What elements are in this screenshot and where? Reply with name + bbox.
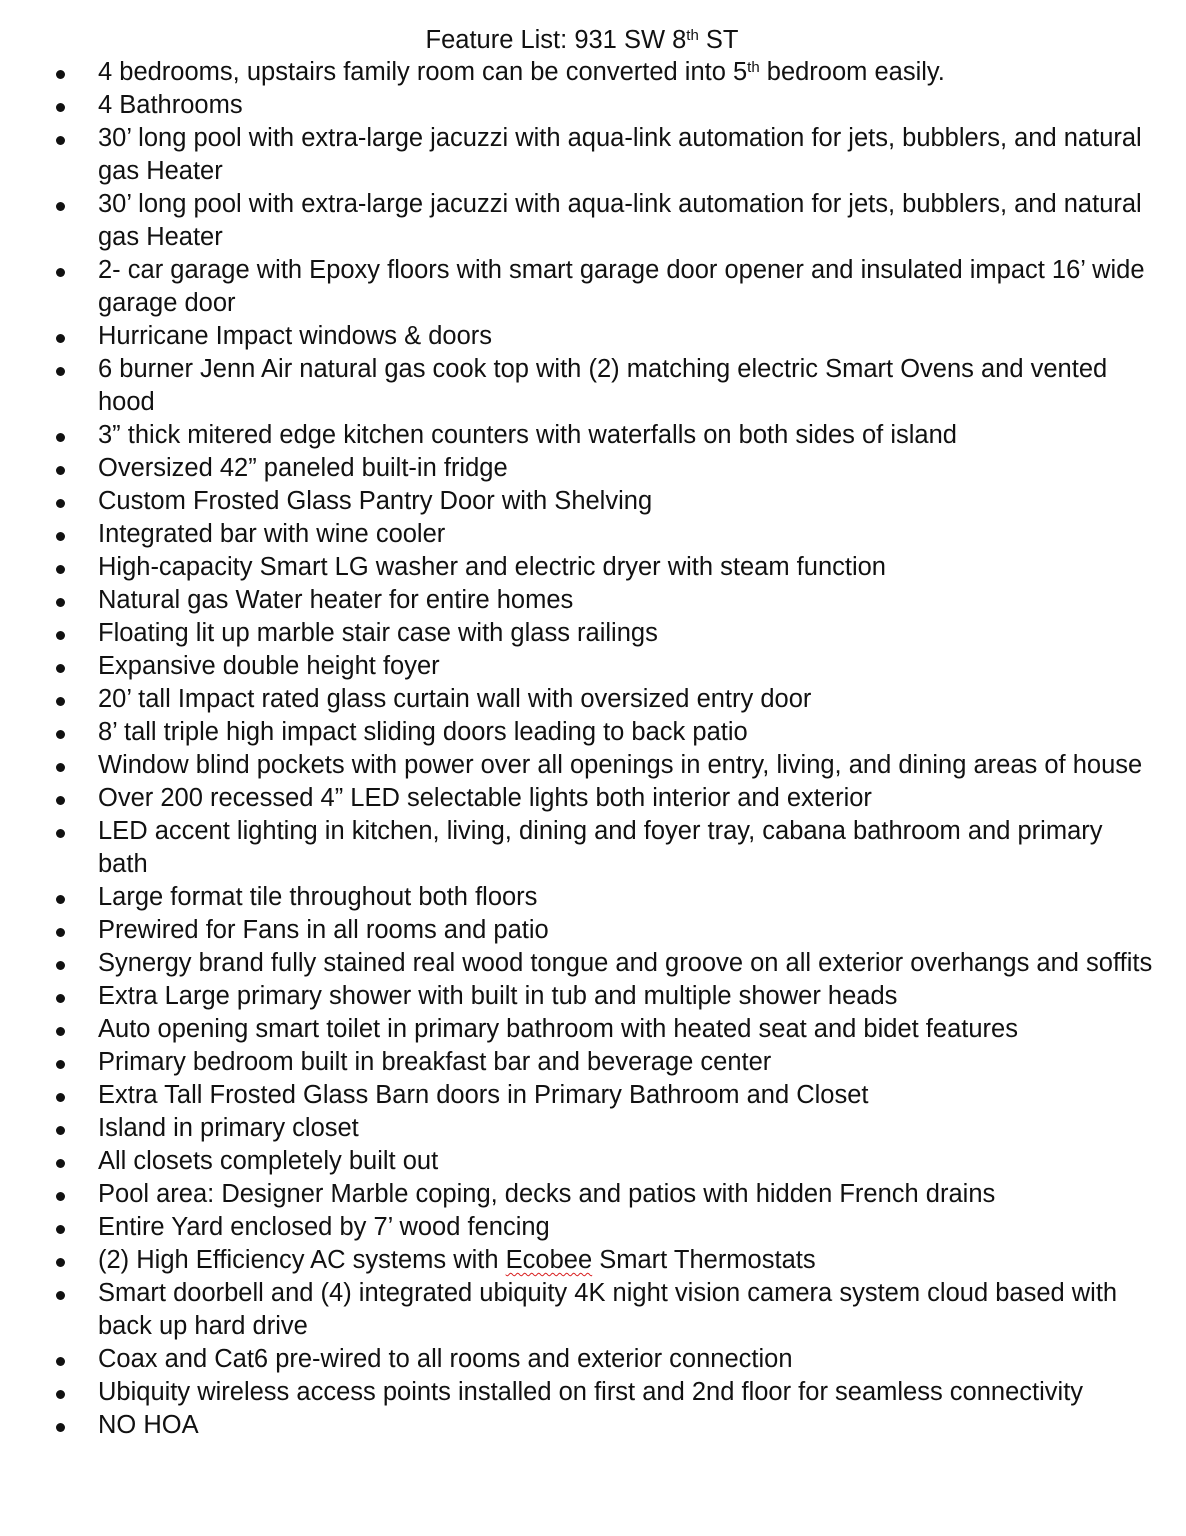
list-item-text: 6 burner Jenn Air natural gas cook top with (2) matching electric Smart Ovens and vented hood xyxy=(98,355,1108,416)
list-item-text: NO HOA xyxy=(98,1411,199,1439)
list-item xyxy=(0,1079,1186,1112)
title-suffix: ST xyxy=(698,26,739,54)
list-item-text: 3” thick mitered edge kitchen counters with waterfalls on both sides of island xyxy=(98,421,957,449)
bullet-icon xyxy=(56,763,65,772)
bullet-icon xyxy=(56,631,65,640)
bullet-icon xyxy=(56,1390,65,1399)
list-item-text: Expansive double height foyer xyxy=(98,652,440,680)
list-item xyxy=(0,353,1186,419)
list-item xyxy=(0,815,1186,881)
list-item xyxy=(0,1244,1186,1277)
bullet-icon xyxy=(56,367,65,376)
list-item-text: 4 bedrooms, upstairs family room can be converted into 5 xyxy=(98,58,748,86)
list-item xyxy=(0,485,1186,518)
list-item-text: Natural gas Water heater for entire homes xyxy=(98,586,574,614)
list-item xyxy=(0,749,1186,782)
list-item xyxy=(0,122,1186,188)
list-item-text: Island in primary closet xyxy=(98,1114,359,1142)
list-item xyxy=(0,1376,1186,1409)
bullet-icon xyxy=(56,1357,65,1366)
list-item xyxy=(0,1277,1186,1343)
list-item xyxy=(0,551,1186,584)
bullet-icon xyxy=(56,532,65,541)
list-item xyxy=(0,320,1186,353)
list-item-text: LED accent lighting in kitchen, living, dining and foyer tray, cabana bathroom and primary bath xyxy=(98,817,1103,878)
bullet-icon xyxy=(56,1159,65,1168)
list-item-text: Window blind pockets with power over all openings in entry, living, and dining areas of house xyxy=(98,751,1143,779)
list-item-text: Auto opening smart toilet in primary bathroom with heated seat and bidet features xyxy=(98,1015,1018,1043)
list-item-text: Pool area: Designer Marble coping, decks and patios with hidden French drains xyxy=(98,1180,996,1208)
spellcheck-underlined-word: Ecobee xyxy=(505,1246,593,1274)
list-item-text: Synergy brand fully stained real wood tongue and groove on all exterior overhangs and soffits xyxy=(98,949,1153,977)
bullet-icon xyxy=(56,1423,65,1432)
list-item-text: Large format tile throughout both floors xyxy=(98,883,538,911)
bullet-icon xyxy=(56,103,65,112)
list-item-text: Ubiquity wireless access points installed on first and 2nd floor for seamless connectivity xyxy=(98,1378,1084,1406)
list-item-text: (2) High Efficiency AC systems with xyxy=(98,1246,506,1274)
bullet-icon xyxy=(56,1060,65,1069)
list-item xyxy=(0,452,1186,485)
list-item xyxy=(0,1343,1186,1376)
list-item-text-continued: bedroom easily. xyxy=(759,58,945,86)
page-title xyxy=(0,24,1164,57)
list-item-text: Floating lit up marble stair case with glass railings xyxy=(98,619,658,647)
list-item xyxy=(0,1409,1186,1442)
list-item-text: Oversized 42” paneled built-in fridge xyxy=(98,454,508,482)
bullet-icon xyxy=(56,961,65,970)
bullet-icon xyxy=(56,1027,65,1036)
list-item-text: High-capacity Smart LG washer and electric dryer with steam function xyxy=(98,553,886,581)
bullet-icon xyxy=(56,202,65,211)
list-item xyxy=(0,881,1186,914)
bullet-icon xyxy=(56,136,65,145)
bullet-icon xyxy=(56,730,65,739)
list-item-text: 20’ tall Impact rated glass curtain wall with oversized entry door xyxy=(98,685,812,713)
bullet-icon xyxy=(56,334,65,343)
list-item-text-continued: Smart Thermostats xyxy=(592,1246,816,1274)
list-item-text: 8’ tall triple high impact sliding doors leading to back patio xyxy=(98,718,748,746)
bullet-icon xyxy=(56,433,65,442)
list-item xyxy=(0,650,1186,683)
bullet-icon xyxy=(56,928,65,937)
title-text: Feature List: 931 SW 8 xyxy=(425,26,687,54)
feature-list xyxy=(0,56,1186,1442)
bullet-icon xyxy=(56,1192,65,1201)
bullet-icon xyxy=(56,895,65,904)
list-item-text: Prewired for Fans in all rooms and patio xyxy=(98,916,549,944)
bullet-icon xyxy=(56,994,65,1003)
list-item-text: Primary bedroom built in breakfast bar and beverage center xyxy=(98,1048,772,1076)
bullet-icon xyxy=(56,829,65,838)
list-item xyxy=(0,947,1186,980)
list-item-text: Extra Large primary shower with built in tub and multiple shower heads xyxy=(98,982,898,1010)
list-item xyxy=(0,782,1186,815)
bullet-icon xyxy=(56,796,65,805)
list-item-text: Hurricane Impact windows & doors xyxy=(98,322,492,350)
bullet-icon xyxy=(56,565,65,574)
list-item xyxy=(0,419,1186,452)
list-item-text: 30’ long pool with extra-large jacuzzi with aqua-link automation for jets, bubblers, and natural gas Heater xyxy=(98,190,1142,251)
bullet-icon xyxy=(56,697,65,706)
list-item-text: 2- car garage with Epoxy floors with smart garage door opener and insulated impact 16’ wide garage door xyxy=(98,256,1145,317)
list-item xyxy=(0,188,1186,254)
bullet-icon xyxy=(56,1291,65,1300)
list-item-text: All closets completely built out xyxy=(98,1147,439,1175)
list-item xyxy=(0,1046,1186,1079)
list-item xyxy=(0,518,1186,551)
bullet-icon xyxy=(56,664,65,673)
list-item-text: 30’ long pool with extra-large jacuzzi with aqua-link automation for jets, bubblers, and natural gas Heater xyxy=(98,124,1142,185)
title-superscript: th xyxy=(686,26,699,44)
bullet-icon xyxy=(56,268,65,277)
list-item xyxy=(0,89,1186,122)
list-item-text: Custom Frosted Glass Pantry Door with Shelving xyxy=(98,487,653,515)
list-item xyxy=(0,617,1186,650)
list-item-text: Over 200 recessed 4” LED selectable lights both interior and exterior xyxy=(98,784,872,812)
list-item-text: 4 Bathrooms xyxy=(98,91,243,119)
list-item-text: Extra Tall Frosted Glass Barn doors in Primary Bathroom and Closet xyxy=(98,1081,869,1109)
list-item-text: Smart doorbell and (4) integrated ubiquity 4K night vision camera system cloud based with back up hard drive xyxy=(98,1279,1118,1340)
list-item xyxy=(0,1112,1186,1145)
list-item xyxy=(0,914,1186,947)
bullet-icon xyxy=(56,1225,65,1234)
list-item xyxy=(0,1145,1186,1178)
list-item-text: Integrated bar with wine cooler xyxy=(98,520,446,548)
bullet-icon xyxy=(56,499,65,508)
list-item-text: Coax and Cat6 pre-wired to all rooms and exterior connection xyxy=(98,1345,793,1373)
bullet-icon xyxy=(56,1093,65,1102)
list-item-superscript: th xyxy=(747,58,760,76)
list-item xyxy=(0,56,1186,89)
list-item xyxy=(0,1013,1186,1046)
list-item xyxy=(0,584,1186,617)
list-item xyxy=(0,980,1186,1013)
list-item xyxy=(0,1211,1186,1244)
bullet-icon xyxy=(56,70,65,79)
bullet-icon xyxy=(56,1258,65,1267)
list-item xyxy=(0,683,1186,716)
list-item xyxy=(0,716,1186,749)
bullet-icon xyxy=(56,1126,65,1135)
bullet-icon xyxy=(56,598,65,607)
bullet-icon xyxy=(56,466,65,475)
list-item xyxy=(0,254,1186,320)
list-item-text: Entire Yard enclosed by 7’ wood fencing xyxy=(98,1213,550,1241)
list-item xyxy=(0,1178,1186,1211)
